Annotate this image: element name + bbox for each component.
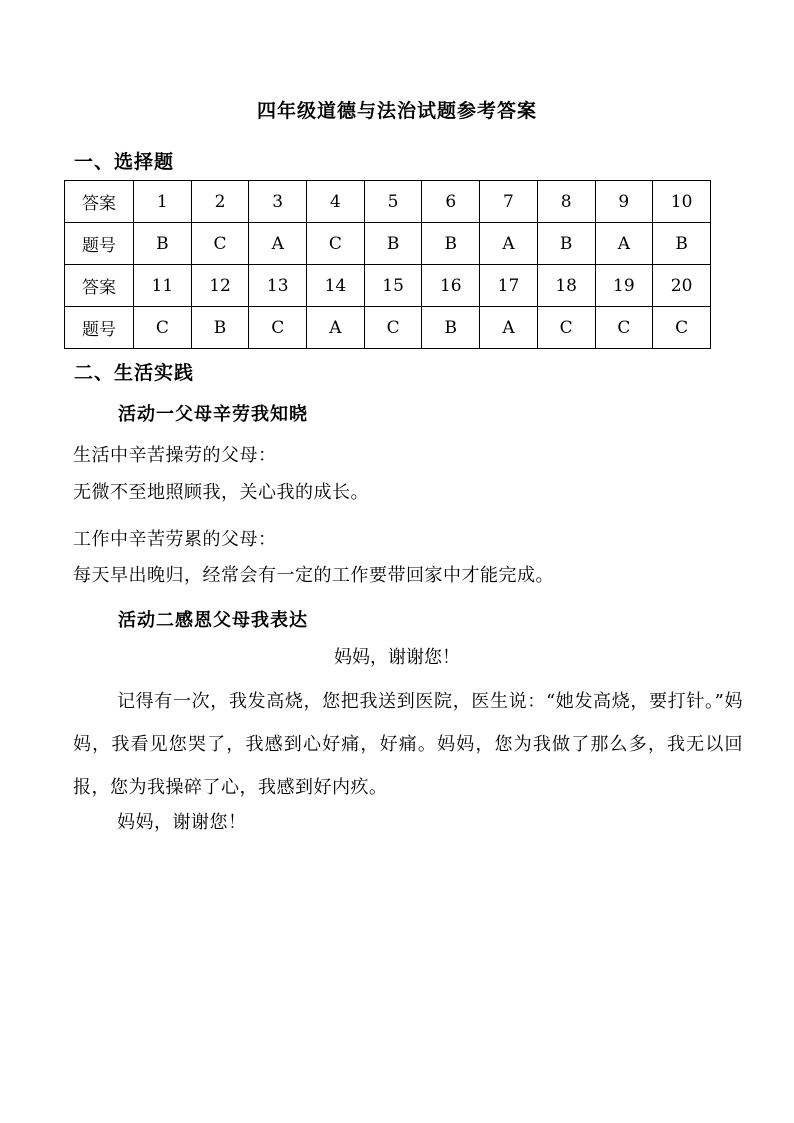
table-cell: 20	[653, 265, 711, 307]
table-cell: C	[537, 307, 595, 349]
table-row-label: 题号	[65, 307, 134, 349]
table-cell: B	[364, 223, 422, 265]
section-heading-life-practice: 二、生活实践	[74, 362, 195, 384]
table-cell: C	[595, 307, 653, 349]
table-cell: C	[249, 307, 307, 349]
table-cell: 10	[653, 181, 711, 223]
table-cell: A	[480, 307, 538, 349]
table-cell: 11	[134, 265, 192, 307]
table-cell: A	[480, 223, 538, 265]
table-cell: 17	[480, 265, 538, 307]
table-cell: B	[191, 307, 249, 349]
table-cell: 6	[422, 181, 480, 223]
table-cell: B	[422, 307, 480, 349]
table-row	[65, 265, 711, 307]
table-cell: 19	[595, 265, 653, 307]
table-row	[65, 307, 711, 349]
activity-one-line-4: 每天早出晚归，经常会有一定的工作要带回家中才能完成。	[73, 565, 554, 586]
table-cell: 15	[364, 265, 422, 307]
table-cell: A	[307, 307, 365, 349]
table-cell: 3	[249, 181, 307, 223]
table-cell: A	[249, 223, 307, 265]
table-cell: 7	[480, 181, 538, 223]
table-cell: 14	[307, 265, 365, 307]
table-cell: 2	[191, 181, 249, 223]
activity-two-heading: 活动二感恩父母我表达	[118, 610, 308, 631]
table-cell: C	[134, 307, 192, 349]
table-cell: 9	[595, 181, 653, 223]
table-cell: C	[364, 307, 422, 349]
table-row	[65, 223, 711, 265]
table-cell: 12	[191, 265, 249, 307]
table-cell: C	[191, 223, 249, 265]
table-cell: C	[307, 223, 365, 265]
table-cell: 16	[422, 265, 480, 307]
activity-one-line-1: 生活中辛苦操劳的父母：	[73, 445, 277, 466]
table-cell: 4	[307, 181, 365, 223]
table-cell: C	[653, 307, 711, 349]
answer-table	[64, 180, 711, 349]
table-cell: B	[653, 223, 711, 265]
table-cell: B	[537, 223, 595, 265]
table-row-label: 答案	[65, 265, 134, 307]
activity-one-heading: 活动一父母辛劳我知晓	[118, 404, 308, 425]
document-title: 四年级道德与法治试题参考答案	[256, 100, 537, 122]
table-cell: 1	[134, 181, 192, 223]
table-row-label: 答案	[65, 181, 134, 223]
table-cell: A	[595, 223, 653, 265]
section-heading-multiple-choice: 一、选择题	[74, 151, 175, 173]
table-cell: 8	[537, 181, 595, 223]
table-cell: B	[422, 223, 480, 265]
activity-one-line-2: 无微不至地照顾我，关心我的成长。	[73, 482, 369, 503]
table-row-label: 题号	[65, 223, 134, 265]
letter-paragraph: 记得有一次，我发高烧，您把我送到医院，医生说：“她发高烧，要打针。”妈妈，我看见您哭了，我感到心好痛，好痛。妈妈，您为我做了那么多，我无以回报，您为我操碎了心，我感到好内疚。	[73, 691, 743, 798]
table-cell: 5	[364, 181, 422, 223]
table-cell: B	[134, 223, 192, 265]
letter-title: 妈妈，谢谢您！	[334, 647, 460, 668]
table-cell: 18	[537, 265, 595, 307]
table-row	[65, 181, 711, 223]
letter-closing: 妈妈，谢谢您！	[117, 812, 247, 833]
table-cell: 13	[249, 265, 307, 307]
activity-one-line-3: 工作中辛苦劳累的父母：	[73, 529, 277, 550]
